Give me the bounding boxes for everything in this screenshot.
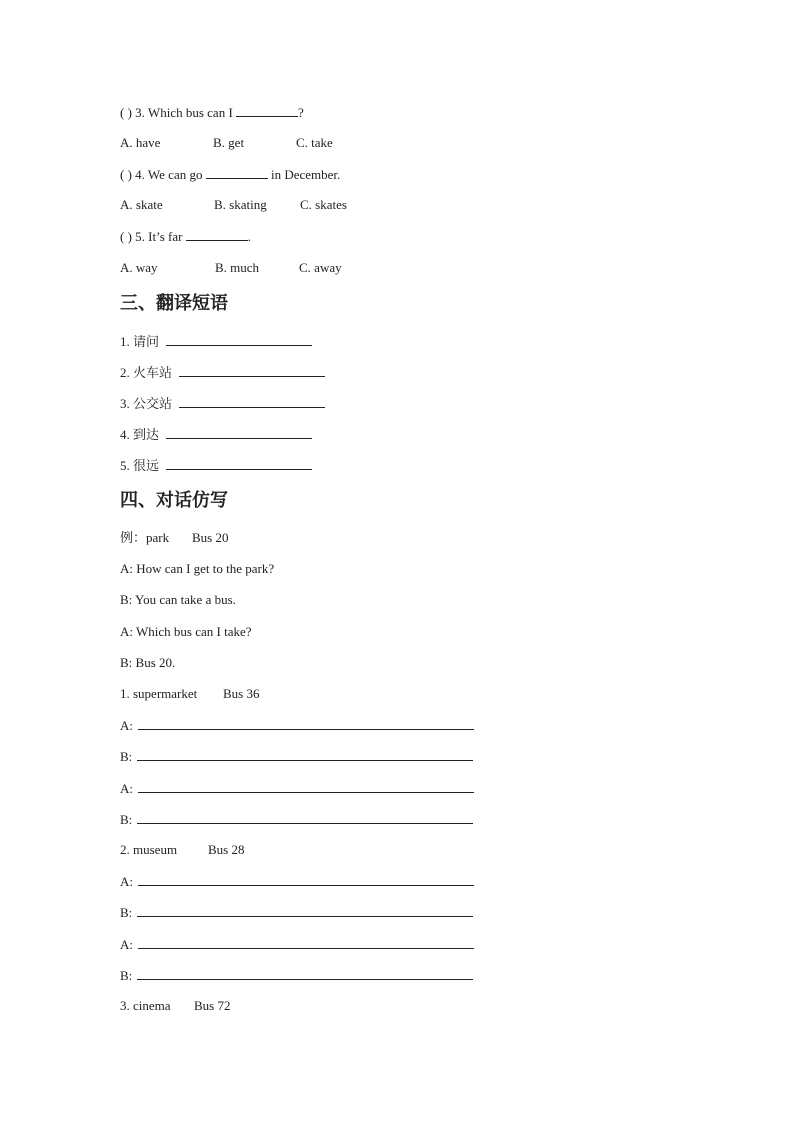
speaker-label: A: xyxy=(120,781,133,796)
phrase-item xyxy=(120,395,325,413)
answer-blank[interactable] xyxy=(186,228,248,241)
answer-line[interactable] xyxy=(138,780,474,793)
options-5 xyxy=(120,260,342,276)
phrase-text: 公交站 xyxy=(133,397,173,412)
example-bus: Bus 20 xyxy=(192,530,229,545)
dialogue-line xyxy=(120,936,474,953)
answer-paren[interactable]: ( ) xyxy=(120,167,132,182)
option-b: B. skating xyxy=(214,197,267,212)
task-bus: Bus 36 xyxy=(223,686,260,701)
answer-line[interactable] xyxy=(137,967,473,980)
task-place: 1. supermarket xyxy=(120,686,198,701)
task-place: 2. museum xyxy=(120,842,178,857)
dialogue-line xyxy=(120,967,473,984)
example-prompt xyxy=(120,530,229,547)
example-line: A: How can I get to the park? xyxy=(120,561,275,576)
speaker-label: A: xyxy=(120,937,133,952)
task-bus: Bus 28 xyxy=(208,842,245,857)
question-3 xyxy=(120,104,304,121)
speaker-label: A: xyxy=(120,874,133,889)
phrase-text: 请问 xyxy=(133,335,160,350)
question-tail: in December. xyxy=(270,167,341,182)
phrase-item xyxy=(120,426,312,444)
phrase-text: 很远 xyxy=(133,459,160,474)
phrase-item xyxy=(120,457,312,475)
phrase-number: 5. xyxy=(120,458,130,473)
answer-blank[interactable] xyxy=(206,166,268,179)
section-4-title: 四、对话仿写 xyxy=(120,490,228,511)
option-b: B. much xyxy=(215,260,260,275)
speaker-label: B: xyxy=(120,905,133,920)
phrase-text: 火车站 xyxy=(133,366,173,381)
answer-line[interactable] xyxy=(138,717,474,730)
answer-paren[interactable]: ( ) xyxy=(120,229,132,244)
example-line: B: Bus 20. xyxy=(120,655,176,670)
answer-line[interactable] xyxy=(138,873,474,886)
section-3-title: 三、翻译短语 xyxy=(120,293,228,314)
answer-line[interactable] xyxy=(137,811,473,824)
question-5 xyxy=(120,228,251,245)
answer-paren[interactable]: ( ) xyxy=(120,105,132,120)
example-line: B: You can take a bus. xyxy=(120,592,236,607)
phrase-number: 3. xyxy=(120,396,130,411)
speaker-label: B: xyxy=(120,749,133,764)
phrase-item xyxy=(120,364,325,382)
example-line: A: Which bus can I take? xyxy=(120,624,252,639)
phrase-item xyxy=(120,333,312,351)
option-a: A. way xyxy=(120,260,158,275)
phrase-number: 2. xyxy=(120,365,130,380)
answer-line[interactable] xyxy=(179,395,325,408)
answer-line[interactable] xyxy=(137,748,473,761)
example-place: park xyxy=(146,530,170,545)
example-label: 例： xyxy=(120,531,147,546)
question-tail: . xyxy=(247,229,251,244)
option-a: A. have xyxy=(120,135,161,150)
option-c: C. away xyxy=(299,260,342,275)
option-b: B. get xyxy=(213,135,245,150)
answer-blank[interactable] xyxy=(236,104,298,117)
answer-line[interactable] xyxy=(138,936,474,949)
answer-line[interactable] xyxy=(179,364,325,377)
question-tail: ? xyxy=(298,105,304,120)
option-a: A. skate xyxy=(120,197,163,212)
answer-line[interactable] xyxy=(166,333,312,346)
dialogue-line xyxy=(120,811,473,828)
task-prompt xyxy=(120,686,259,702)
task-prompt xyxy=(120,998,230,1014)
option-c: C. take xyxy=(296,135,333,150)
task-bus: Bus 72 xyxy=(194,998,231,1013)
options-4 xyxy=(120,197,347,213)
task-place: 3. cinema xyxy=(120,998,171,1013)
question-4 xyxy=(120,166,340,183)
speaker-label: A: xyxy=(120,718,133,733)
phrase-number: 1. xyxy=(120,334,130,349)
phrase-number: 4. xyxy=(120,427,130,442)
answer-line[interactable] xyxy=(166,457,312,470)
options-3 xyxy=(120,135,333,151)
question-stem: 4. We can go xyxy=(135,167,203,182)
dialogue-line xyxy=(120,873,474,890)
speaker-label: B: xyxy=(120,812,133,827)
question-stem: 3. Which bus can I xyxy=(135,105,233,120)
dialogue-line xyxy=(120,717,474,734)
speaker-label: B: xyxy=(120,968,133,983)
option-c: C. skates xyxy=(300,197,347,212)
task-prompt xyxy=(120,842,244,858)
phrase-text: 到达 xyxy=(133,428,160,443)
dialogue-line xyxy=(120,748,473,765)
answer-line[interactable] xyxy=(166,426,312,439)
dialogue-line xyxy=(120,780,474,797)
answer-line[interactable] xyxy=(137,904,473,917)
dialogue-line xyxy=(120,904,473,921)
question-stem: 5. It’s far xyxy=(135,229,183,244)
